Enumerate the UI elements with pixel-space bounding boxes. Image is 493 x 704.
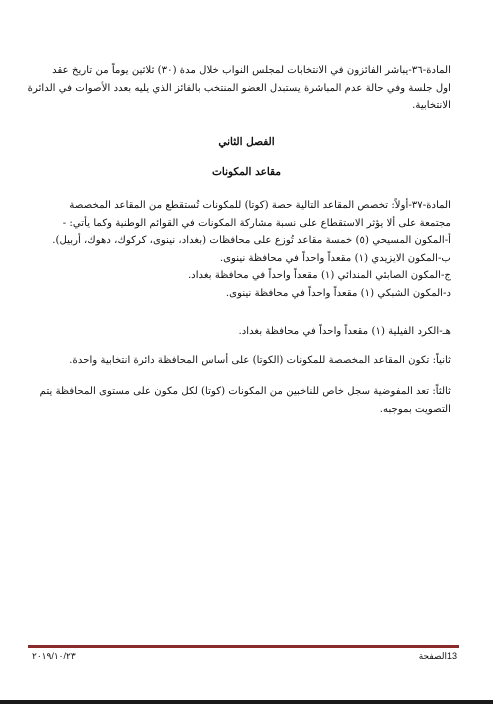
article-36-line-1: المادة-٣٦-يباشر الفائزون في الانتخابات لمجلس النواب خلال مدة (٣٠) ثلاثين يوماً من تاريخ عقد bbox=[52, 65, 451, 76]
article-37-second-line: ثانياً: تكون المقاعد المخصصة للمكونات (الكوتا) على أساس المحافظة دائرة انتخابية واحدة. bbox=[69, 355, 451, 366]
article-37-item-h-block bbox=[32, 323, 451, 341]
article-37-item-c: ج-المكون الصابئي المندائي (١) مقعداً واحداً في محافظة بغداد. bbox=[187, 270, 451, 281]
article-37-line-2: مجتمعة على ألا يؤثر الاستقطاع على نسبة مشاركة المكونات في القوائم الوطنية وكما يأتي: - bbox=[62, 217, 451, 229]
article-37-item-h: هـ-الكرد الفيلية (١) مقعداً واحداً في محافظة بغداد. bbox=[238, 326, 451, 337]
article-37-line-1: المادة-٣٧-أولاً: تخصص المقاعد التالية حصة (كوتا) للمكونات تُستقطع من المقاعد المخصصة bbox=[69, 200, 451, 211]
article-36-line-2: اول جلسة وفي حالة عدم المباشرة يستبدل العضو المنتخب بالفائز الذي يليه بعدد الأصوات في الدائرة bbox=[27, 82, 451, 94]
article-36-line-3: الانتخابية. bbox=[412, 100, 451, 111]
footer-page-number: 13الصفحة bbox=[418, 651, 457, 661]
article-37-second bbox=[32, 352, 451, 370]
article-37-third-line-1: ثالثاً: تعد المفوضية سجل خاص للناخبين من المكونات (كوتا) لكل مكون على مستوى المحافظة يتم bbox=[39, 386, 451, 397]
article-37 bbox=[32, 197, 451, 302]
footer-rule bbox=[28, 645, 459, 648]
page-bottom-edge bbox=[0, 700, 493, 704]
article-37-third bbox=[32, 383, 451, 418]
footer-date: ٢٠١٩/١٠/٢٣ bbox=[32, 651, 76, 661]
article-37-item-d: د-المكون الشبكي (١) مقعداً واحداً في محافظة نينوى. bbox=[225, 287, 451, 299]
chapter-heading: الفصل الثاني bbox=[218, 136, 275, 148]
section-heading: مقاعد المكونات bbox=[212, 166, 281, 178]
article-37-item-b: ب-المكون الايزيدي (١) مقعداً واحداً في محافظة نينوى. bbox=[219, 252, 451, 264]
article-37-item-a: أ-المكون المسيحي (٥) خمسة مقاعد تُوزع على محافظات (بغداد، نينوى، كركوك، دهوك، أربيل). bbox=[52, 235, 451, 246]
article-37-third-line-2: التصويت بموجبه. bbox=[379, 403, 451, 415]
article-36 bbox=[27, 62, 451, 115]
